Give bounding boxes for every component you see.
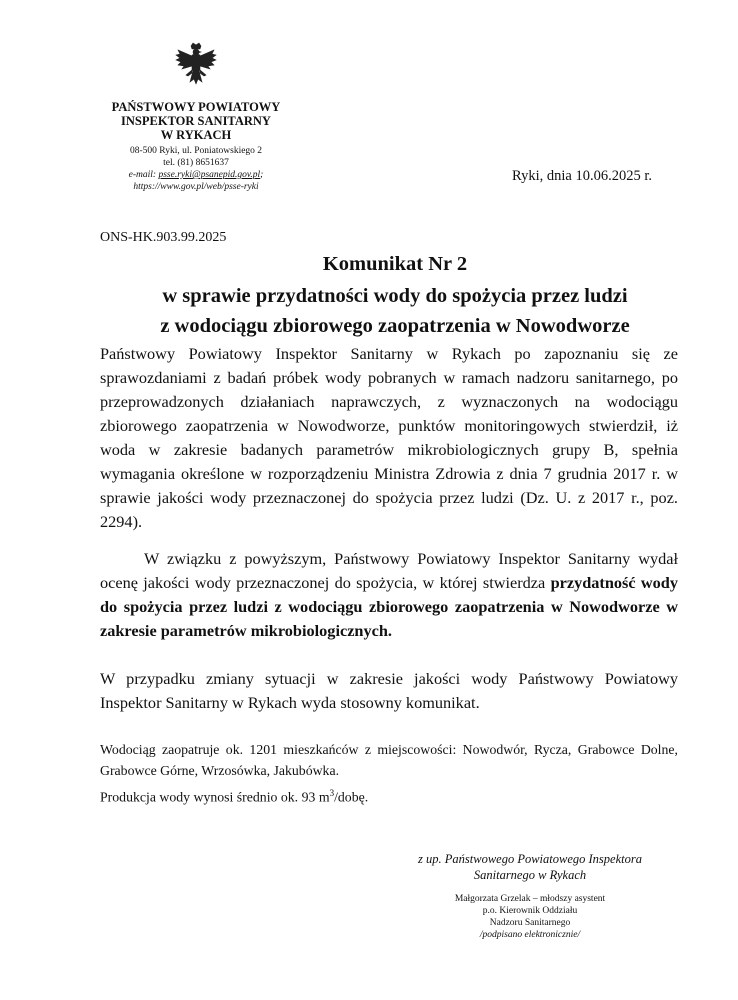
institution-phone: tel. (81) 8651637 [163,158,229,168]
title-line3: z wodociągu zbiorowego zaopatrzenia w Nowodworze [160,315,630,337]
paragraph-3: W przypadku zmiany sytuacji w zakresie jakości wody Państwowy Powiatowy Inspektor Sanitarny w Rykach wyda stosowny komunikat. [100,669,678,712]
institution-name-line1: PAŃSTWOWY POWIATOWY [111,100,281,114]
document-date: Ryki, dnia 10.06.2025 r. [512,168,652,184]
paragraph-1: Państwowy Powiatowy Inspektor Sanitarny w Rykach po zapoznaniu się ze sprawozdaniami z badań próbek wody pobranych w ramach nadzoru sanitarnego, po przeprowadzonych działaniach naprawczych, z wyznaczonych na wodociągu zbiorowego zaopatrzenia w Nowodworze, punktów monitoringowych stwierdził, iż woda w zakresie badanych parametrów mikrobiologicznych grupy B, spełnia wymagania określone w rozporządzeniu Ministra Zdrowia z dnia 7 grudnia 2017 r. w sprawie jakości wody przeznaczonej do spożycia przez ludzi (Dz. U. z 2017 r., poz. 2294). [100,344,678,531]
paragraph-5 [100,783,678,808]
paragraph-2-bold: przydatność wody do spożycia przez ludzi z wodociągu zbiorowego zaopatrzenia w Nowodworze w zakresie parametrów mikrobiologicznych. [100,573,678,640]
title-line2: w sprawie przydatności wody do spożycia przez ludzi [162,285,628,307]
water-production-unit: /dobę. [334,789,369,805]
email-suffix: ; [260,170,264,180]
title-line1: Komunikat Nr 2 [322,253,468,275]
signature-authority-line1: z up. Państwowego Powiatowego Inspektora [418,852,642,866]
email-prefix: e-mail: [128,170,159,180]
email-link[interactable]: psse.ryki@psanepid.gov.pl [158,170,261,180]
institution-website[interactable]: https://www.gov.pl/web/psse-ryki [133,182,259,192]
signature-authority-line2: Sanitarnego w Rykach [473,868,587,882]
polish-eagle-emblem-icon [172,42,220,90]
water-production-text: Produkcja wody wynosi średnio ok. 93 m [100,789,330,805]
paragraph-2-text: W związku z powyższym, Państwowy Powiatowy Inspektor Sanitarny wydał ocenę jakości wody przeznaczonej do spożycia, w której stwierdza [100,549,678,592]
institution-name-line2: INSPEKTOR SANITARNY [121,114,271,128]
paragraph-2 [100,547,678,643]
signatory-role2: Nadzoru Sanitarnego [489,918,571,928]
paragraph-4: Wodociąg zaopatruje ok. 1201 mieszkańców z miejscowości: Nowodwór, Rycza, Grabowce Dolne, Grabowce Górne, Wrzosówka, Jakubówka. [100,742,678,778]
signatory-role1: p.o. Kierownik Oddziału [482,906,578,916]
institution-name-line3: W RYKACH [160,128,232,142]
reference-number: ONS-HK.903.99.2025 [100,230,227,245]
institution-email-line [100,169,292,181]
electronic-signature-note: /podpisano elektronicznie/ [479,930,581,940]
institution-address: 08-500 Ryki, ul. Poniatowskiego 2 [129,146,263,156]
cubic-superscript: 3 [329,788,335,798]
signatory-name: Małgorzata Grzelak – młodszy asystent [454,894,606,904]
